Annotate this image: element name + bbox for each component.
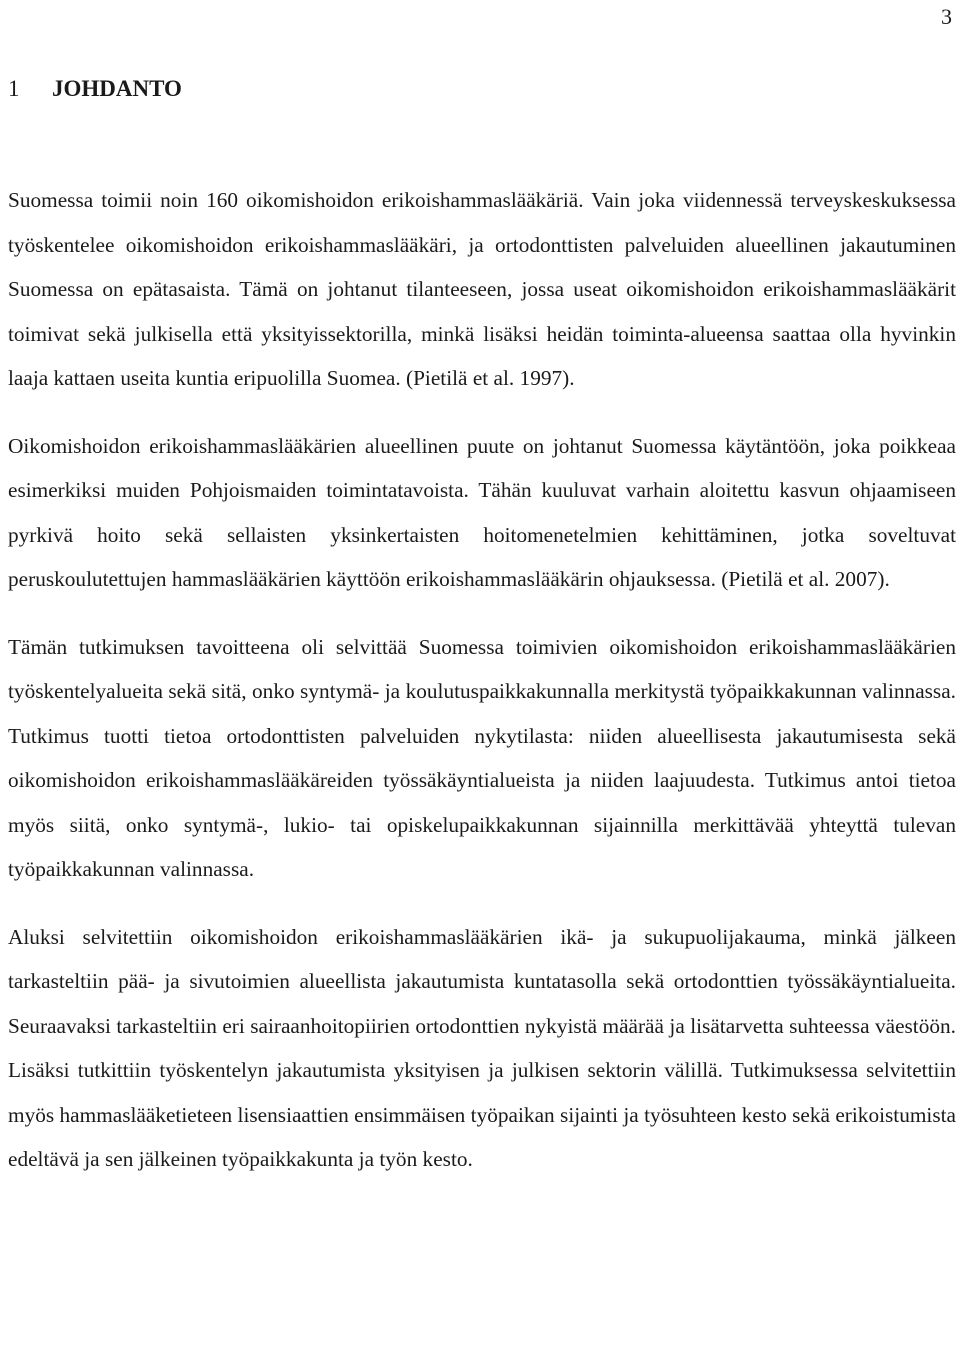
paragraph: Oikomishoidon erikoishammaslääkärien alueellinen puute on johtanut Suomessa käytäntöön, joka poikkeaa esimerkiksi muiden Pohjoismaiden toimintatavoista. Tähän kuuluvat varhain aloitettu kasvun ohjaamiseen pyrkivä hoito sekä sellaisten yksinkertaisten hoitomenetelmien kehittäminen, jotka soveltuvat peruskoulutettujen hammaslääkärien käyttöön erikoishammaslääkärin ohjauksessa. (Pietilä et al. 2007). [8, 433, 956, 591]
page-number: 3 [941, 4, 952, 29]
section-title: JOHDANTO [52, 76, 182, 101]
body-text [8, 178, 956, 1205]
paragraph: Tämän tutkimuksen tavoitteena oli selvittää Suomessa toimivien oikomishoidon erikoishammaslääkärien työskentelyalueita sekä sitä, onko syntymä- ja koulutuspaikkakunnalla merkitystä työpaikkakunnan valinnassa. Tutkimus tuotti tietoa ortodonttisten palveluiden nykytilasta: niiden alueellisesta jakautumisesta sekä oikomishoidon erikoishammaslääkäreiden työssäkäyntialueista ja niiden laajuudesta. Tutkimus antoi tietoa myös siitä, onko syntymä-, lukio- tai opiskelupaikkakunnan sijainnilla merkittävää yhteyttä tulevan työpaikkakunnan valinnassa. [8, 634, 956, 881]
paragraph: Aluksi selvitettiin oikomishoidon erikoishammaslääkärien ikä- ja sukupuolijakauma, minkä jälkeen tarkasteltiin pää- ja sivutoimien alueellista jakautumista kuntatasolla sekä ortodonttien työssäkäyntialueita. Seuraavaksi tarkasteltiin eri sairaanhoitopiirien ortodonttien nykyistä määrää ja lisätarvetta suhteessa väestöön. Lisäksi tutkittiin työskentelyn jakautumista yksityisen ja julkisen sektorin välillä. Tutkimuksessa selvitettiin myös hammaslääketieteen lisensiaattien ensimmäisen työpaikan sijainti ja työsuhteen kesto sekä erikoistumista edeltävä ja sen jälkeinen työpaikkakunta ja työn kesto. [8, 924, 956, 1171]
section-heading [8, 76, 182, 102]
paragraph: Suomessa toimii noin 160 oikomishoidon erikoishammaslääkäriä. Vain joka viidennessä terveyskeskuksessa työskentelee oikomishoidon erikoishammaslääkäri, ja ortodonttisten palveluiden alueellinen jakautuminen Suomessa on epätasaista. Tämä on johtanut tilanteeseen, jossa useat oikomishoidon erikoishammaslääkärit toimivat sekä julkisella että yksityissektorilla, minkä lisäksi heidän toiminta-alueensa saattaa olla hyvinkin laaja kattaen useita kuntia eripuolilla Suomea. (Pietilä et al. 1997). [8, 188, 956, 390]
section-number: 1 [8, 76, 20, 101]
